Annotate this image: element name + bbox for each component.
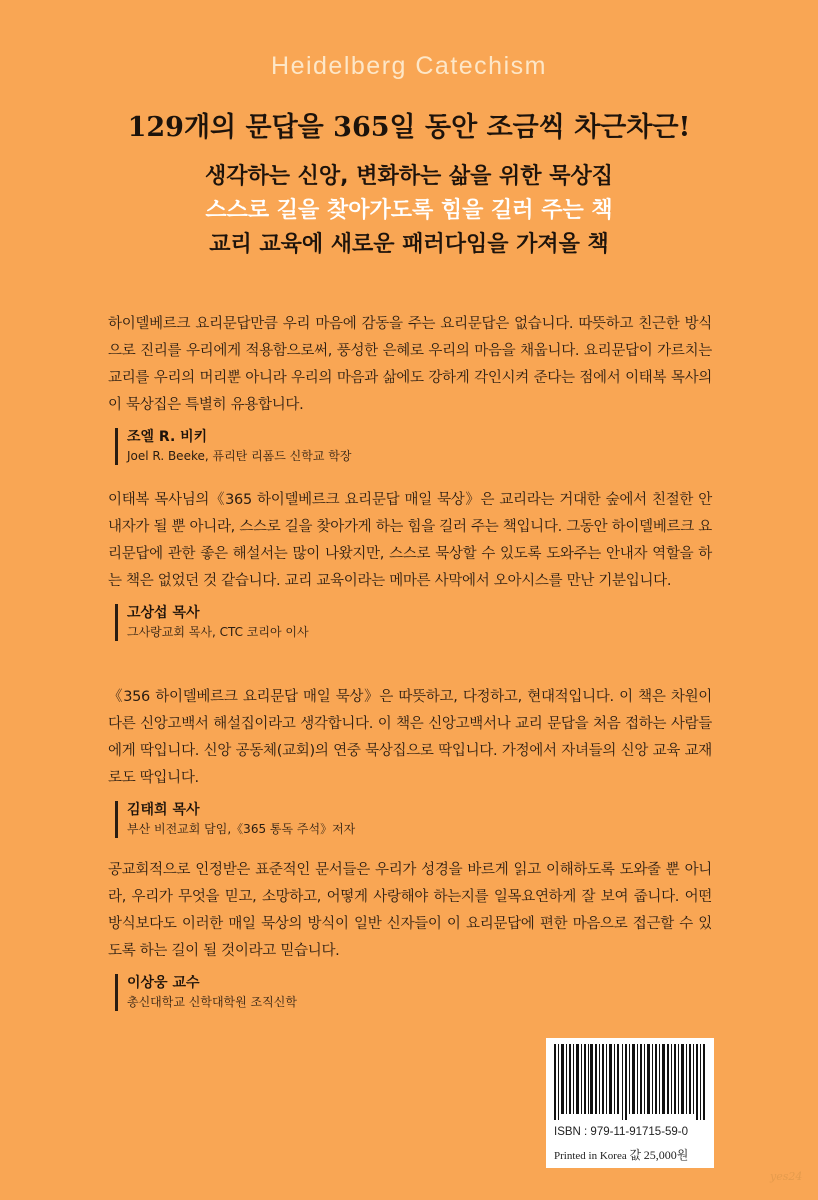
barcode	[552, 1044, 708, 1120]
review-attribution	[115, 604, 712, 641]
review-text: 《356 하이델베르크 요리문답 매일 묵상》은 따뜻하고, 다정하고, 현대적입니다. 이 책은 차원이 다른 신앙고백서 해설집이라고 생각합니다. 이 책은 신앙고백서나 교리 문답을 처음 접하는 사람들에게 딱입니다. 신앙 공동체(교회)의 연중 묵상집으로 딱입니다. 가정에서 자녀들의 신앙 교육 교재로도 딱입니다.	[108, 689, 712, 786]
barcode-box	[546, 1038, 714, 1168]
review-text: 하이델베르크 요리문답만큼 우리 마음에 감동을 주는 요리문답은 없습니다. 따뜻하고 친근한 방식으로 진리를 우리에게 적용함으로써, 풍성한 은혜로 우리의 마음을 채웁니다. 요리문답이 가르치는 교리를 우리의 머리뿐 아니라 우리의 마음과 삶에도 강하게 각인시켜 준다는 점에서 이태복 목사의 이 묵상집은 특별히 유용합니다.	[108, 316, 712, 413]
review-ko	[108, 487, 712, 641]
reviewer-name: 이상웅 교수	[127, 975, 200, 991]
reviewer-role: 총신대학교 신학대학원 조직신학	[127, 995, 297, 1009]
reviewer-name: 고상섭 목사	[127, 605, 200, 621]
reviewer-name: 김태희 목사	[127, 802, 200, 818]
review-attribution	[115, 428, 712, 465]
headline: 129개의 문답을 365일 동안 조금씩 차근차근!	[127, 112, 691, 143]
review-lee	[108, 857, 712, 1011]
review-beeke	[108, 311, 712, 465]
review-text: 이태복 목사님의《365 하이델베르크 요리문답 매일 묵상》은 교리라는 거대한 숲에서 친절한 안내자가 될 뿐 아니라, 스스로 길을 찾아가게 하는 힘을 길러 주는 책입니다. 그동안 하이델베르크 요리문답에 관한 좋은 해설서는 많이 나왔지만, 스스로 묵상할 수 있도록 도와주는 안내자 역할을 하는 책은 없었던 것 같습니다. 교리 교육이라는 메마른 사막에서 오아시스를 만난 기분입니다.	[108, 492, 712, 589]
price-label: 값	[629, 1148, 642, 1162]
review-attribution	[115, 974, 712, 1011]
review-text: 공교회적으로 인정받은 표준적인 문서들은 우리가 성경을 바르게 읽고 이해하도록 도와줄 뿐 아니라, 우리가 무엇을 믿고, 소망하고, 어떻게 사랑해야 하는지를 일목요연하게 잘 보여 줍니다. 어떤 방식보다도 이러한 매일 묵상의 방식이 일반 신자들이 이 요리문답에 편한 마음으로 접근할 수 있도록 하는 길이 될 것이라고 믿습니다.	[108, 862, 712, 959]
reviewer-name: 조엘 R. 비키	[127, 429, 208, 445]
review-kim	[108, 684, 712, 838]
reviewer-role: 부산 비전교회 담임,《365 통독 주석》저자	[127, 822, 356, 836]
review-attribution	[115, 801, 712, 838]
printed-in: Printed in Korea	[554, 1150, 627, 1162]
reviewer-role: Joel R. Beeke, 퓨리탄 리폼드 신학교 학장	[127, 449, 352, 463]
tagline: 교리 교육에 새로운 패러다임을 가져올 책	[209, 232, 609, 257]
price-line	[554, 1146, 688, 1163]
taglines	[0, 160, 818, 262]
isbn-number: ISBN : 979-11-91715-59-0	[554, 1126, 689, 1138]
tagline-highlight: 스스로 길을 찾아가도록 힘을 길러 주는 책	[205, 198, 613, 223]
series-title: Heidelberg Catechism	[271, 52, 547, 80]
yes24-logo: yes24	[770, 1170, 803, 1183]
tagline: 생각하는 신앙, 변화하는 삶을 위한 묵상집	[205, 164, 613, 189]
reviewer-role: 그사랑교회 목사, CTC 코리아 이사	[127, 625, 309, 639]
price-value: 25,000원	[643, 1148, 689, 1162]
